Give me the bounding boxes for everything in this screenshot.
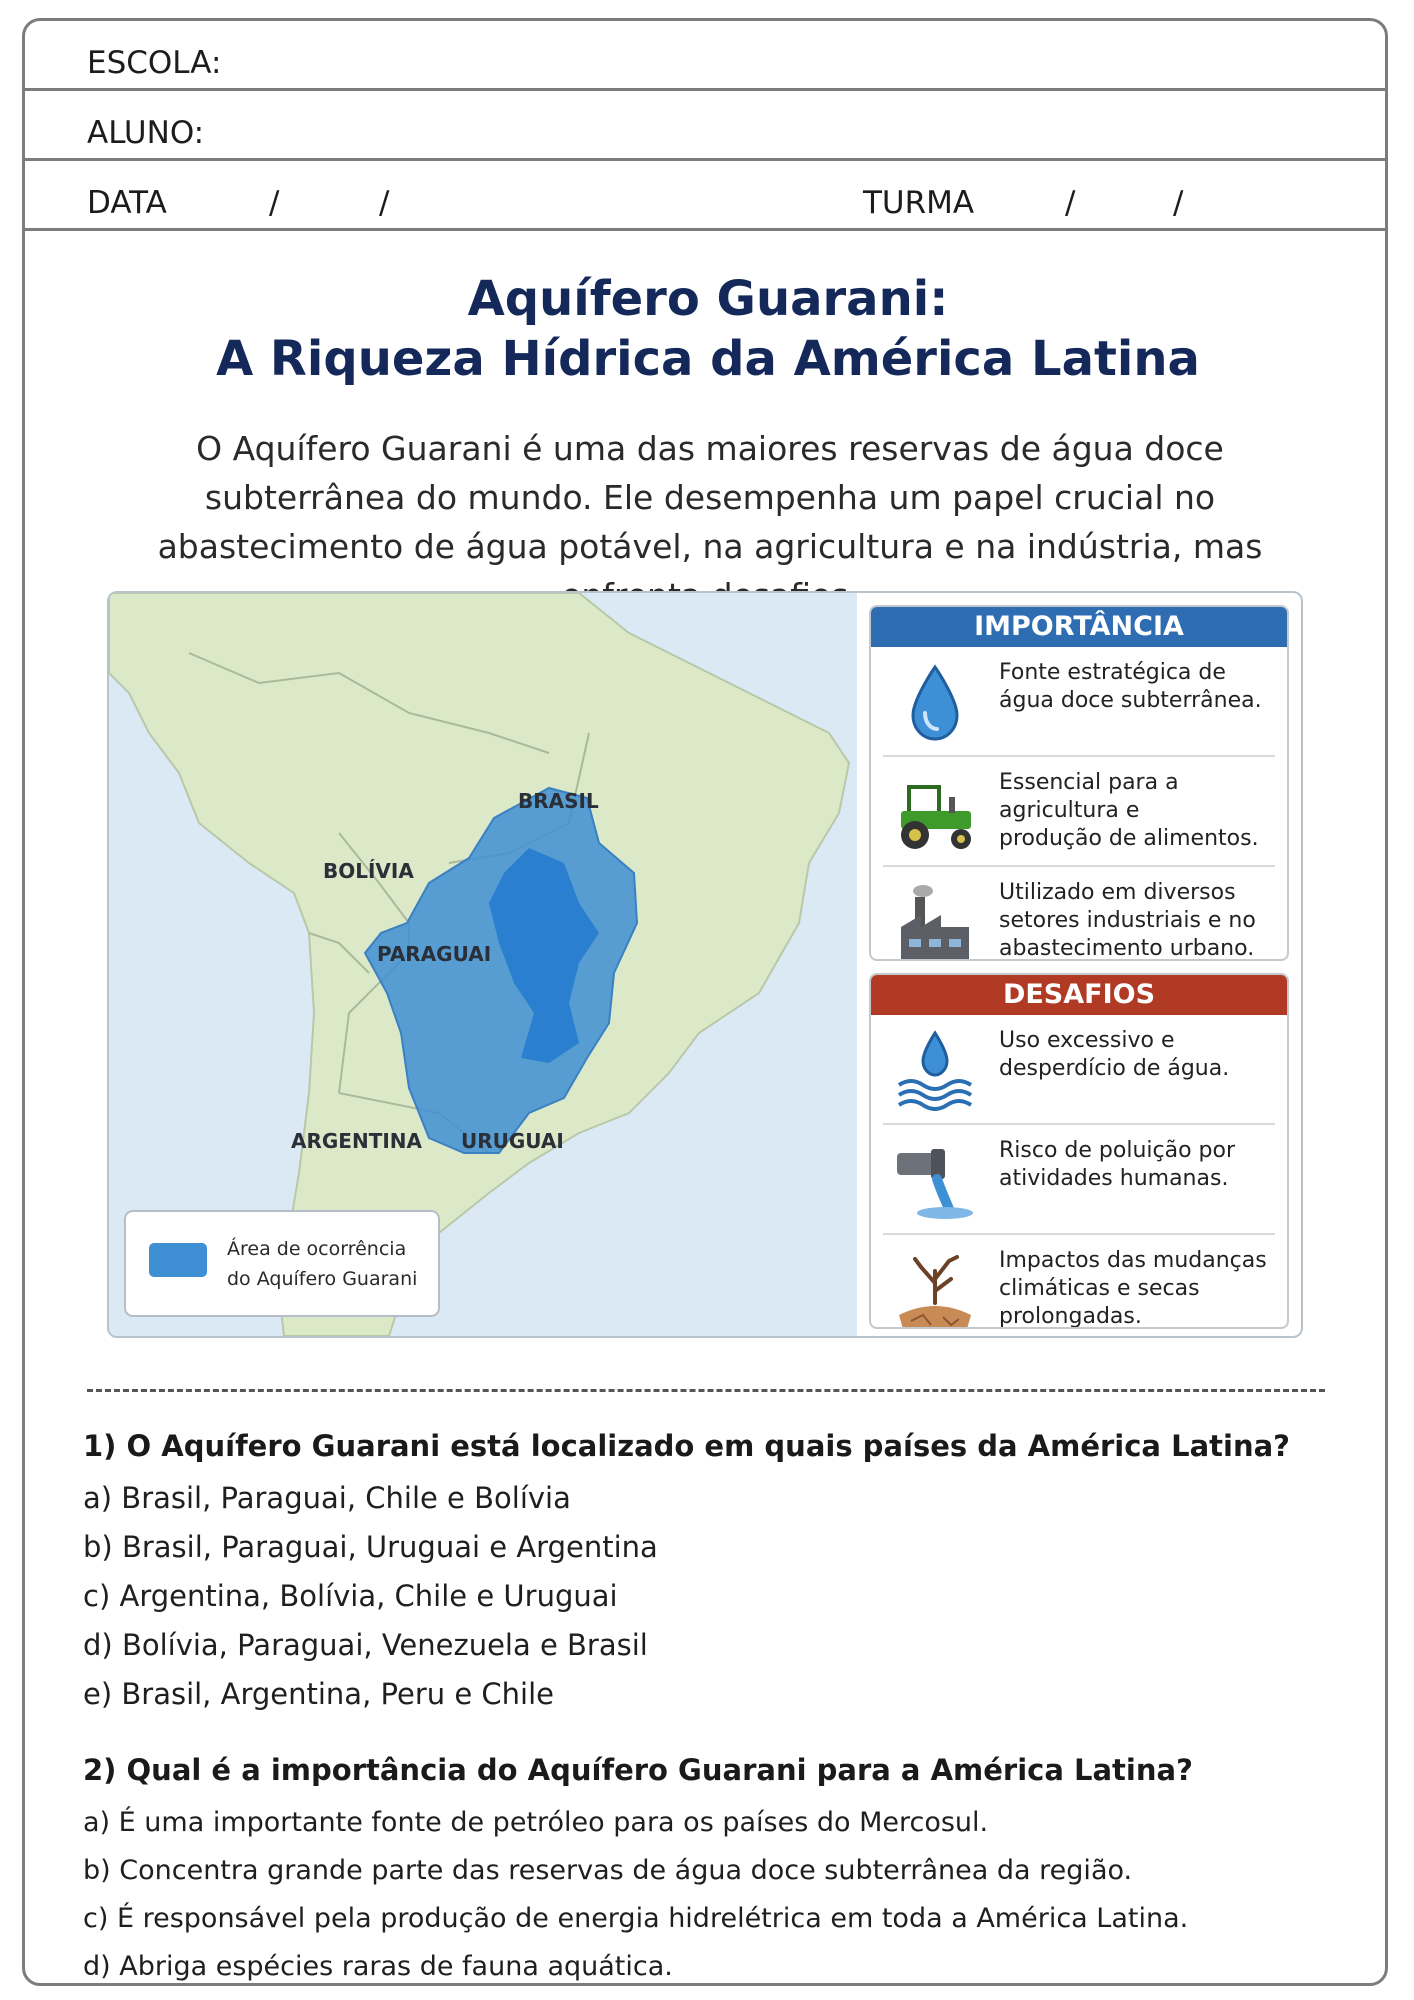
question-1-option-a[interactable]: a) Brasil, Paraguai, Chile e Bolívia bbox=[83, 1481, 571, 1515]
importance-item bbox=[871, 647, 1287, 755]
title-line-2: A Riqueza Hídrica da América Latina bbox=[216, 331, 1200, 387]
student-row bbox=[25, 91, 1385, 161]
challenges-title: DESAFIOS bbox=[871, 975, 1287, 1015]
class-slash: / bbox=[1173, 185, 1184, 221]
factory-icon bbox=[891, 881, 979, 961]
question-2-option-d[interactable]: d) Abriga espécies raras de fauna aquática. bbox=[83, 1951, 673, 1982]
question-2-option-b[interactable]: b) Concentra grande parte das reservas de água doce subterrânea da região. bbox=[83, 1855, 1133, 1886]
divider bbox=[87, 1389, 1325, 1392]
legend-swatch bbox=[149, 1243, 207, 1277]
drought-tree-icon bbox=[891, 1249, 979, 1329]
tractor-icon bbox=[891, 771, 979, 853]
label-argentina: ARGENTINA bbox=[291, 1129, 422, 1153]
intro-paragraph: O Aquífero Guarani é uma das maiores reservas de água doce subterrânea do mundo. Ele desempenha um papel crucial no abastecimento de água potável, na agricultura e na indústria, mas bbox=[157, 429, 1263, 566]
question-2-option-c[interactable]: c) É responsável pela produção de energia hidrelétrica em toda a América Latina. bbox=[83, 1903, 1189, 1934]
class-label: TURMA bbox=[863, 185, 975, 221]
importance-item bbox=[871, 867, 1287, 961]
pollution-pipe-icon bbox=[891, 1139, 979, 1221]
page-title bbox=[25, 269, 1388, 389]
challenge-text: Impactos das mudanças climáticas e secas prolongadas. bbox=[999, 1248, 1267, 1329]
importance-item bbox=[871, 757, 1287, 865]
school-row bbox=[25, 21, 1385, 91]
challenge-item bbox=[871, 1125, 1287, 1233]
school-label: ESCOLA: bbox=[87, 45, 222, 81]
question-1-option-e[interactable]: e) Brasil, Argentina, Peru e Chile bbox=[83, 1677, 554, 1711]
aquifer-map bbox=[109, 593, 857, 1336]
student-label: ALUNO: bbox=[87, 115, 205, 151]
importance-text: Fonte estratégica de água doce subterrânea. bbox=[999, 660, 1262, 713]
date-slash: / bbox=[379, 185, 390, 221]
worksheet bbox=[22, 18, 1388, 1986]
question-2: 2) Qual é a importância do Aquífero Guarani para a América Latina? bbox=[83, 1753, 1193, 1787]
importance-title: IMPORTÂNCIA bbox=[871, 607, 1287, 647]
label-paraguai: PARAGUAI bbox=[377, 942, 492, 966]
question-1: 1) O Aquífero Guarani está localizado em quais países da América Latina? bbox=[83, 1429, 1290, 1463]
challenge-text: Risco de poluição por atividades humanas. bbox=[999, 1138, 1235, 1191]
water-waste-icon bbox=[891, 1029, 979, 1111]
class-slash: / bbox=[1065, 185, 1076, 221]
challenges-panel bbox=[869, 973, 1289, 1329]
date-label: DATA bbox=[87, 185, 167, 221]
label-brasil: BRASIL bbox=[518, 789, 599, 813]
water-drop-icon bbox=[891, 661, 979, 743]
importance-text: Utilizado em diversos setores industriais e no abastecimento urbano. bbox=[999, 880, 1256, 961]
question-1-option-d[interactable]: d) Bolívia, Paraguai, Venezuela e Brasil bbox=[83, 1628, 648, 1662]
challenge-item bbox=[871, 1235, 1287, 1329]
challenge-text: Uso excessivo e desperdício de água. bbox=[999, 1028, 1230, 1081]
date-slash: / bbox=[269, 185, 280, 221]
date-class-row bbox=[25, 161, 1385, 231]
importance-text: Essencial para a agricultura e produção de alimentos. bbox=[999, 770, 1259, 851]
legend-text-2: do Aquífero Guarani bbox=[227, 1268, 418, 1290]
importance-panel bbox=[869, 605, 1289, 961]
label-bolivia: BOLÍVIA bbox=[323, 859, 414, 883]
question-1-option-c[interactable]: c) Argentina, Bolívia, Chile e Uruguai bbox=[83, 1579, 618, 1613]
legend-text-1: Área de ocorrência bbox=[227, 1238, 407, 1260]
infographic bbox=[107, 591, 1303, 1338]
title-line-1: Aquífero Guarani: bbox=[467, 271, 949, 327]
question-2-option-a[interactable]: a) É uma importante fonte de petróleo para os países do Mercosul. bbox=[83, 1807, 989, 1838]
challenge-item bbox=[871, 1015, 1287, 1123]
label-uruguai: URUGUAI bbox=[461, 1129, 564, 1153]
question-1-option-b[interactable]: b) Brasil, Paraguai, Uruguai e Argentina bbox=[83, 1530, 658, 1564]
